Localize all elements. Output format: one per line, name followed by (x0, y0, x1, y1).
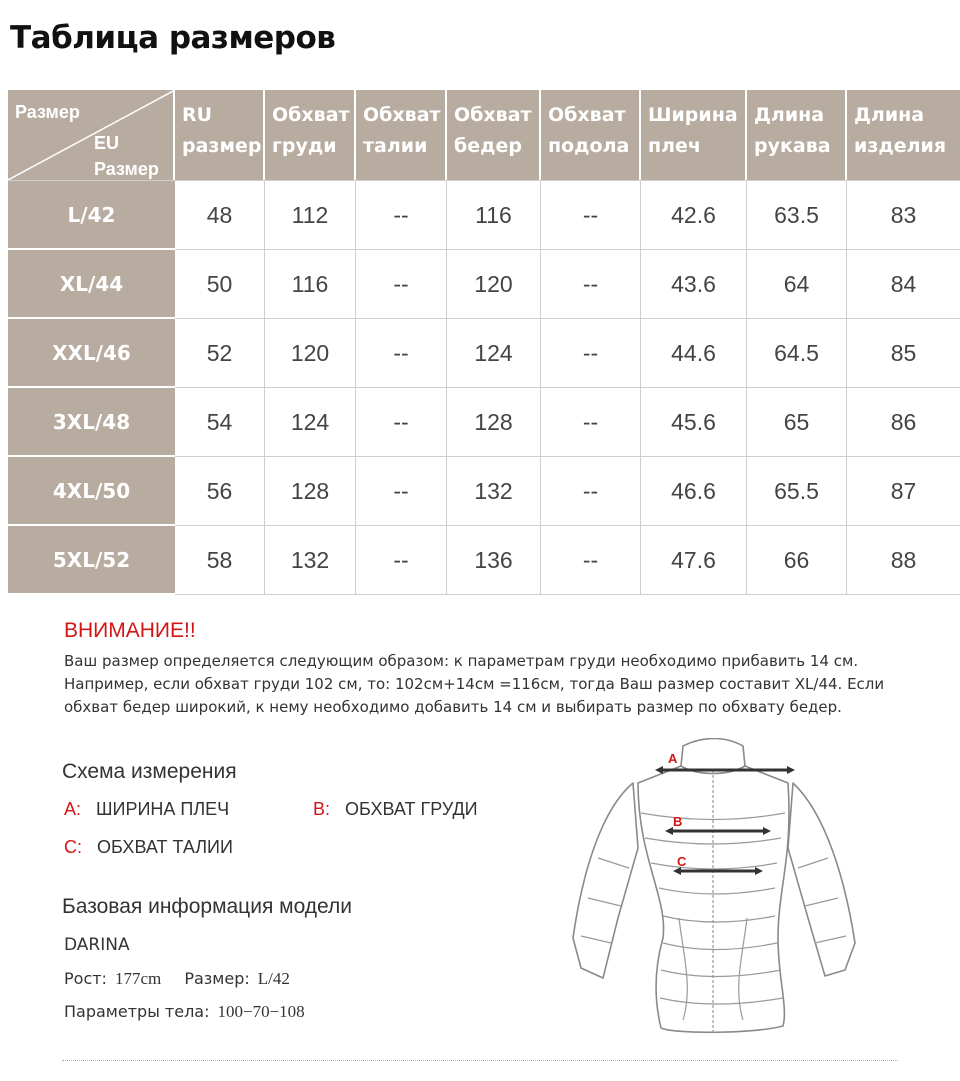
header-ru-size: RU размер (175, 90, 265, 180)
row-size-label: 5XL/52 (8, 526, 175, 595)
table-cell: 128 (265, 457, 356, 525)
params-label: Параметры тела: (64, 1002, 210, 1021)
table-cell: 88 (890, 546, 917, 573)
header-length: Длина изделия (847, 90, 960, 180)
table-cell: -- (356, 457, 447, 525)
table-cell: 120 (265, 319, 356, 387)
legend-a-label: ШИРИНА ПЛЕЧ (96, 799, 230, 819)
table-cell: -- (356, 526, 447, 594)
table-cell: 63.5 (747, 181, 847, 249)
table-cell: 87 (890, 477, 917, 504)
model-name: DARINA (64, 935, 130, 955)
size-table (8, 90, 960, 595)
row-size-label: L/42 (8, 181, 175, 250)
table-cell: 132 (265, 526, 356, 594)
table-cell: 124 (447, 319, 541, 387)
model-height-size (64, 969, 290, 989)
table-row (8, 250, 960, 319)
corner-bottom-label: EU Размер (94, 133, 159, 179)
table-cell: 116 (265, 250, 356, 318)
table-cell: -- (356, 388, 447, 456)
table-cell: 65.5 (747, 457, 847, 525)
model-info-title: Базовая информация модели (62, 895, 353, 918)
table-cell: -- (541, 319, 641, 387)
legend-a (64, 799, 229, 820)
jacket-diagram-icon (563, 738, 863, 1038)
size-value: L/42 (257, 969, 290, 988)
row-size-label: 3XL/48 (8, 388, 175, 457)
height-label: Рост: (64, 969, 107, 988)
header-shoulder: Ширина плеч (641, 90, 747, 180)
model-params (64, 1002, 305, 1022)
table-cell: 86 (890, 408, 917, 435)
table-cell: 64.5 (747, 319, 847, 387)
table-header-row (8, 90, 960, 181)
page-title: Таблица размеров (10, 20, 336, 56)
attention-title: ВНИМАНИЕ!! (64, 619, 196, 642)
table-cell: 45.6 (641, 388, 747, 456)
table-cell: 47.6 (641, 526, 747, 594)
size-label: Размер: (184, 969, 250, 988)
table-cell: 46.6 (641, 457, 747, 525)
legend-b-label: ОБХВАТ ГРУДИ (345, 799, 478, 819)
table-cell: 124 (265, 388, 356, 456)
header-hips: Обхват бедер (447, 90, 541, 180)
header-hem: Обхват подола (541, 90, 641, 180)
row-size-label: XXL/46 (8, 319, 175, 388)
legend-c (64, 837, 233, 858)
table-cell: 116 (447, 181, 541, 249)
legend-b-key: B: (313, 799, 331, 819)
table-cell: 43.6 (641, 250, 747, 318)
header-sleeve: Длина рукава (747, 90, 847, 180)
table-cell: -- (356, 250, 447, 318)
table-cell: -- (356, 319, 447, 387)
table-cell: -- (541, 526, 641, 594)
corner-top-label: Размер (15, 102, 80, 122)
table-cell: 128 (447, 388, 541, 456)
table-cell: 48 (175, 181, 265, 249)
table-cell: 66 (747, 526, 847, 594)
legend-c-label: ОБХВАТ ТАЛИИ (97, 837, 233, 857)
table-row (8, 526, 960, 595)
table-cell: 64 (747, 250, 847, 318)
diagram-label-a: A (668, 751, 678, 766)
table-row (8, 181, 960, 250)
table-cell: 44.6 (641, 319, 747, 387)
table-cell: 112 (265, 181, 356, 249)
table-cell: -- (541, 181, 641, 249)
table-cell: 52 (175, 319, 265, 387)
scheme-title: Схема измерения (62, 760, 237, 783)
table-cell: -- (541, 250, 641, 318)
header-waist: Обхват талии (356, 90, 447, 180)
table-row (8, 457, 960, 526)
diagram-label-c: C (677, 854, 687, 869)
table-cell: 120 (447, 250, 541, 318)
table-cell: 85 (890, 339, 917, 366)
attention-text: Ваш размер определяется следующим образом: к параметрам груди необходимо прибавить 14 см. Например, если обхват груди 102 см, то: 102см+14см =116см, тогда Ваш размер составит XL/44. Если обхват бедер широкий, к нему необходимо добавить 14 см и выбирать размер по обхвату бедер. (64, 652, 885, 716)
table-cell: 50 (175, 250, 265, 318)
header-chest: Обхват груди (265, 90, 356, 180)
row-size-label: XL/44 (8, 250, 175, 319)
table-cell: 56 (175, 457, 265, 525)
table-cell: -- (541, 457, 641, 525)
table-corner-cell (8, 90, 175, 180)
params-value: 100−70−108 (217, 1002, 305, 1021)
height-value: 177cm (114, 969, 162, 988)
table-cell: 83 (890, 201, 917, 228)
table-cell: -- (356, 181, 447, 249)
legend-a-key: A: (64, 799, 82, 819)
table-cell: 65 (747, 388, 847, 456)
table-cell: 132 (447, 457, 541, 525)
row-size-label: 4XL/50 (8, 457, 175, 526)
table-row (8, 388, 960, 457)
bottom-divider (62, 1060, 898, 1061)
legend-b (313, 799, 478, 820)
table-cell: 58 (175, 526, 265, 594)
diagram-label-b: B (673, 814, 683, 829)
table-row (8, 319, 960, 388)
table-cell: 42.6 (641, 181, 747, 249)
table-cell: 54 (175, 388, 265, 456)
table-cell: 84 (890, 270, 917, 297)
table-cell: 136 (447, 526, 541, 594)
table-cell: -- (541, 388, 641, 456)
legend-c-key: C: (64, 837, 82, 857)
